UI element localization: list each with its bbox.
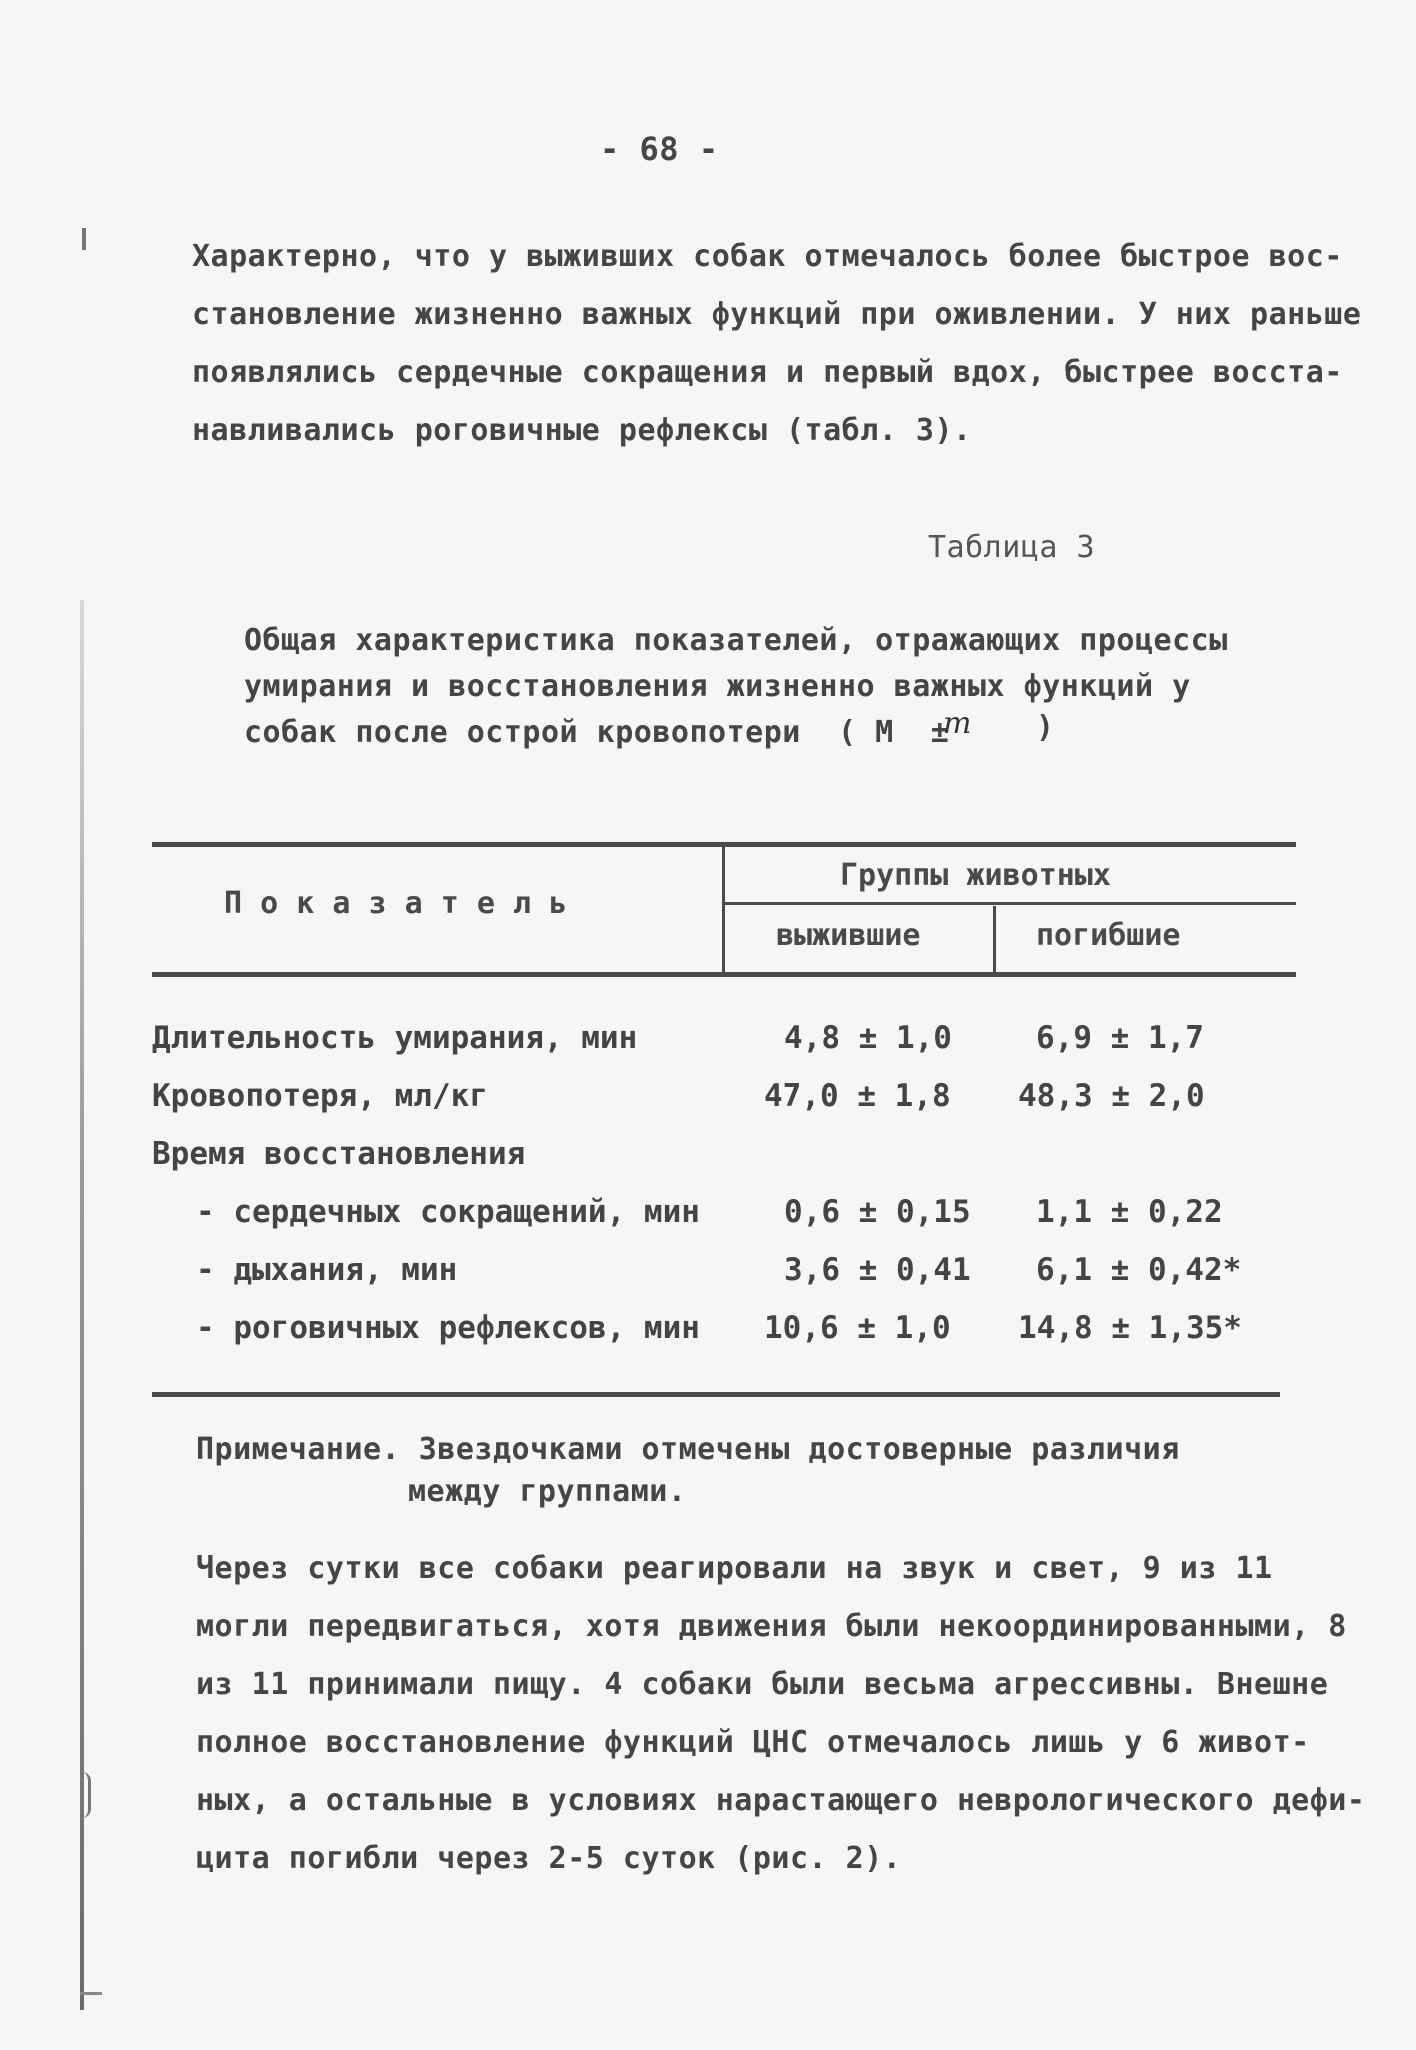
table-note-continuation: между группами. xyxy=(408,1474,687,1509)
margin-mark xyxy=(82,228,86,250)
table-caption: Общая характеристика показателей, отражающих процессы умирания и восстановления жизненно важных функций у собак после острой кровопотери ( M ± xyxy=(244,623,1228,750)
row-value-died: 14,8 ± 1,35* xyxy=(1018,1310,1242,1346)
caption-m-symbol: m xyxy=(943,706,972,741)
header-died: погибшие xyxy=(1036,918,1181,953)
binding-edge-tick xyxy=(80,1992,102,1995)
row-value-died: 6,9 ± 1,7 xyxy=(1036,1020,1204,1056)
row-value-died: 48,3 ± 2,0 xyxy=(1018,1078,1205,1114)
row-value-survived: 3,6 ± 0,41 xyxy=(784,1252,971,1288)
row-label: - сердечных сокращений, мин xyxy=(196,1194,700,1230)
table-subcol-divider xyxy=(993,906,996,974)
caption-close-paren: ) xyxy=(1036,710,1055,745)
table-note: Примечание. Звездочками отмечены достоверные различия xyxy=(196,1432,1180,1467)
row-label: - дыхания, мин xyxy=(196,1252,458,1288)
table-col-divider xyxy=(722,846,725,974)
row-value-survived: 10,6 ± 1,0 xyxy=(764,1310,951,1346)
row-label: - роговичных рефлексов, мин xyxy=(196,1310,700,1346)
row-value-died: 6,1 ± 0,42* xyxy=(1036,1252,1242,1288)
header-indicator: П о к а з а т е л ь xyxy=(224,886,568,921)
paragraph-2: Через сутки все собаки реагировали на звук и свет, 9 из 11 могли передвигаться, хотя движения были некоординированными, 8 из 11 принимали пищу. 4 собаки были весьма агрессивны. Внешне полное восстановление функций ЦНС отмечалось лишь у 6 живот- ных, а остальные в условиях нарастающего неврологического дефи- цита погибли через 2-5 суток (рис. 2). xyxy=(196,1551,1366,1876)
header-groups: Группы животных xyxy=(840,858,1111,893)
row-label: Длительность умирания, мин xyxy=(152,1020,638,1056)
row-value-died: 1,1 ± 0,22 xyxy=(1036,1194,1223,1230)
row-value-survived: 47,0 ± 1,8 xyxy=(764,1078,951,1114)
row-label: Время восстановления xyxy=(152,1136,526,1172)
row-value-survived: 4,8 ± 1,0 xyxy=(784,1020,952,1056)
margin-bracket xyxy=(82,1772,91,1818)
table-label: Таблица 3 xyxy=(928,530,1096,565)
page-number: - 68 - xyxy=(600,130,719,168)
row-value-survived: 0,6 ± 0,15 xyxy=(784,1194,971,1230)
table-group-rule xyxy=(724,902,1296,905)
row-label: Кровопотеря, мл/кг xyxy=(152,1078,488,1114)
table-bottom-rule xyxy=(152,1392,1280,1397)
paragraph-1: Характерно, что у выживших собак отмечалось более быстрое вос- становление жизненно важных функций при оживлении. У них раньше появлялись сердечные сокращения и первый вдох, быстрее восста- навливались роговичные рефлексы (табл. 3). xyxy=(192,239,1362,448)
header-survived: выжившие xyxy=(776,918,921,953)
